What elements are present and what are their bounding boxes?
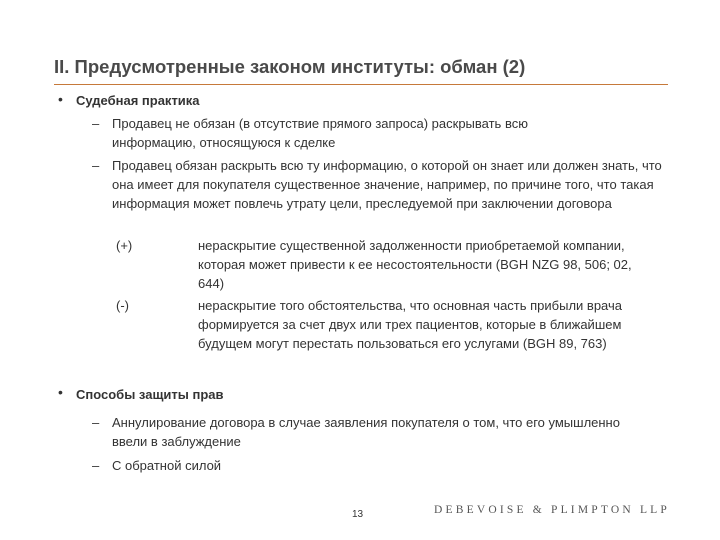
page-number: 13 [352,509,364,520]
example-tag-plus: (+) [116,238,133,253]
firm-logo: DEBEVOISE & PLIMPTON LLP [434,504,670,516]
list-item: Аннулирование договора в случае заявления покупателя о том, что его умышленно ввели в заблуждение [112,415,620,449]
example-text-plus: нераскрытие существенной задолженности приобретаемой компании, которая может привести к ее несостоятельности (BGH NZG 98, 506; 02, 644) [198,238,632,291]
dash-icon: – [92,116,100,131]
dash-icon: – [92,458,100,473]
section-heading-remedies: Способы защиты прав [76,387,224,402]
example-tag-minus: (-) [116,298,129,313]
list-item: С обратной силой [112,458,222,473]
section-heading-court-practice: Судебная практика [76,93,200,108]
example-text-minus: нераскрытие того обстоятельства, что основная часть прибыли врача формируется за счет двух или трех пациентов, которые в ближайшем будущем могут перестать пользоваться его услугами (BGH 89, 763) [198,298,622,351]
list-item: Продавец не обязан (в отсутствие прямого запроса) раскрывать всю информацию, относящуюся к сделке [112,116,528,150]
dash-icon: – [92,415,100,430]
page-title: II. Предусмотренные законом институты: обман (2) [54,56,526,77]
list-item: Продавец обязан раскрыть всю ту информацию, о которой он знает или должен знать, что она имеет для покупателя существенное значение, например, по причине того, что такая информация может повлечь утрату цели, преследуемой при заключении договора [112,158,662,211]
dash-icon: – [92,158,100,173]
bullet-icon: • [58,384,63,400]
bullet-icon: • [58,91,63,107]
title-divider [54,84,668,85]
